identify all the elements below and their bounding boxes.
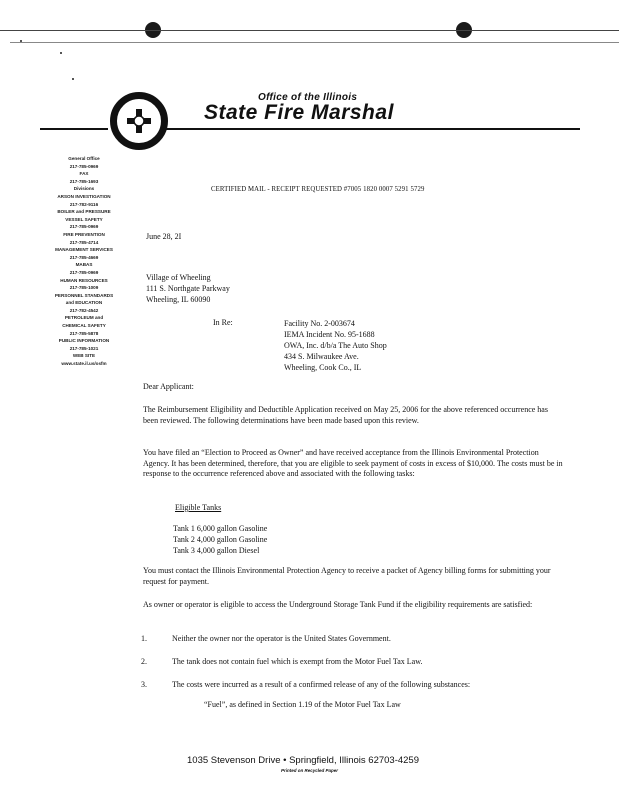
- sidebar-contact-line: FAX: [79, 171, 89, 177]
- sidebar-contact-line: CHEMICAL SAFETY: [62, 323, 106, 329]
- paragraph-eligibility-requirements: As owner or operator is eligible to access the Underground Storage Tank Fund if the eligibility requirements are satisfied:: [143, 600, 533, 609]
- sidebar-contacts: [40, 155, 128, 368]
- scan-speck: [20, 40, 22, 42]
- in-re-line: Wheeling, Cook Co., IL: [284, 363, 362, 372]
- sidebar-contact-line: PERSONNEL STANDARDS: [54, 292, 114, 298]
- sidebar-contact-line: 217-785-1693: [69, 178, 99, 184]
- requirement-number: 2.: [141, 657, 147, 666]
- requirement-text: The costs were incurred as a result of a confirmed release of any of the following substances:: [172, 680, 471, 689]
- recipient-line: Village of Wheeling: [146, 273, 211, 282]
- letter-date: June 28, 2I: [146, 232, 182, 241]
- requirement-text: The tank does not contain fuel which is exempt from the Motor Fuel Tax Law.: [172, 657, 423, 666]
- in-re-line: IEMA Incident No. 95-1688: [284, 330, 375, 339]
- sidebar-contact-line: 217-785-5878: [69, 330, 99, 336]
- paragraph-contact-agency: You must contact the Illinois Environmental Protection Agency to receive a packet of Agency billing forms for submitting your request for payment.: [143, 566, 551, 586]
- fuel-definition: “Fuel”, as defined in Section 1.19 of the Motor Fuel Tax Law: [204, 700, 401, 709]
- letterhead-rule-right: [160, 128, 580, 130]
- sidebar-contact-line: MABAS: [75, 262, 93, 268]
- eligible-tanks-heading: Eligible Tanks: [175, 503, 222, 512]
- requirement-number: 3.: [141, 680, 147, 689]
- sidebar-contact-line: 217-785-1021: [69, 345, 99, 351]
- scan-line-top: [0, 30, 619, 31]
- footer-address: 1035 Stevenson Drive • Springfield, Illinois 62703-4259: [187, 755, 419, 766]
- sidebar-contact-line: VESSEL SAFETY: [65, 216, 103, 222]
- sidebar-contact-line: FIRE PREVENTION: [63, 231, 105, 237]
- salutation: Dear Applicant:: [143, 382, 194, 391]
- recipient-line: Wheeling, IL 60090: [146, 295, 211, 304]
- sidebar-contact-line: 217-785-4714: [69, 239, 99, 245]
- in-re-line: OWA, Inc. d/b/a The Auto Shop: [284, 341, 387, 350]
- scan-speck: [60, 52, 62, 54]
- certified-mail-line: CERTIFIED MAIL - RECEIPT REQUESTED #7005 1820 0007 5291 5729: [211, 186, 425, 193]
- in-re-label: In Re:: [213, 318, 233, 327]
- letterhead-rule-left: [40, 128, 108, 130]
- tank-line: Tank 1 6,000 gallon Gasoline: [173, 524, 268, 533]
- scan-line-second: [10, 42, 619, 43]
- sidebar-contact-line: 217-785-4669: [69, 254, 99, 260]
- recipient-line: 111 S. Northgate Parkway: [146, 284, 230, 293]
- sidebar-contact-line: 217-785-0969: [69, 163, 99, 169]
- in-re-block: [284, 318, 387, 373]
- requirement-text: Neither the owner nor the operator is the United States Government.: [172, 634, 391, 643]
- tank-line: Tank 2 4,000 gallon Gasoline: [173, 535, 268, 544]
- sidebar-contact-line: and EDUCATION: [65, 300, 103, 306]
- paragraph-eligibility: The Reimbursement Eligibility and Deductible Application received on May 25, 2006 for the above referenced occurrence has been reviewed. The following determinations have been made based upon this review.: [143, 405, 548, 425]
- recipient-address: [146, 272, 230, 305]
- recycled-paper-note: Printed on Recycled Paper: [281, 768, 339, 773]
- requirement-number: 1.: [141, 634, 147, 643]
- sidebar-contact-line: HUMAN RESOURCES: [60, 277, 108, 283]
- scan-speck: [72, 78, 74, 80]
- sidebar-contact-line: Divisions: [73, 186, 95, 192]
- sidebar-contact-line: WEB SITE: [72, 353, 96, 359]
- sidebar-contact-line: 217-785-0969: [69, 269, 99, 275]
- sidebar-contact-line: www.state.il.us/osfm: [61, 361, 107, 367]
- fire-marshal-seal-icon: [110, 92, 168, 150]
- sidebar-contact-line: 217-785-0969: [69, 224, 99, 230]
- sidebar-contact-line: General Office: [68, 156, 100, 161]
- office-line: Office of the Illinois: [258, 92, 358, 103]
- sidebar-contact-line: 217-782-9116: [69, 201, 99, 207]
- sidebar-contact-line: MANAGEMENT SERVICES: [55, 247, 113, 253]
- sidebar-contact-line: 217-782-4542: [69, 307, 99, 313]
- sidebar-contact-line: PUBLIC INFORMATION: [58, 338, 110, 344]
- sidebar-contact-line: 217-785-1009: [69, 285, 99, 291]
- paragraph-election: You have filed an “Election to Proceed as Owner” and have received acceptance from the Illinois Environmental Protection Agency. It has been determined, therefore, that you are eligible to seek payment of costs in excess of $10,000. The costs must be in response to the occurrence referenced above and associated with the following tasks:: [143, 448, 563, 478]
- sidebar-contact-line: BOILER and PRESSURE: [57, 209, 111, 215]
- letterhead-title: State Fire Marshal: [204, 101, 394, 124]
- maltese-cross-icon: [125, 107, 153, 135]
- tank-line: Tank 3 4,000 gallon Diesel: [173, 546, 260, 555]
- in-re-line: 434 S. Milwaukee Ave.: [284, 352, 359, 361]
- sidebar-contact-line: ARSON INVESTIGATION: [57, 193, 111, 199]
- in-re-line: Facility No. 2-003674: [284, 319, 355, 328]
- sidebar-contact-line: PETROLEUM and: [64, 315, 104, 321]
